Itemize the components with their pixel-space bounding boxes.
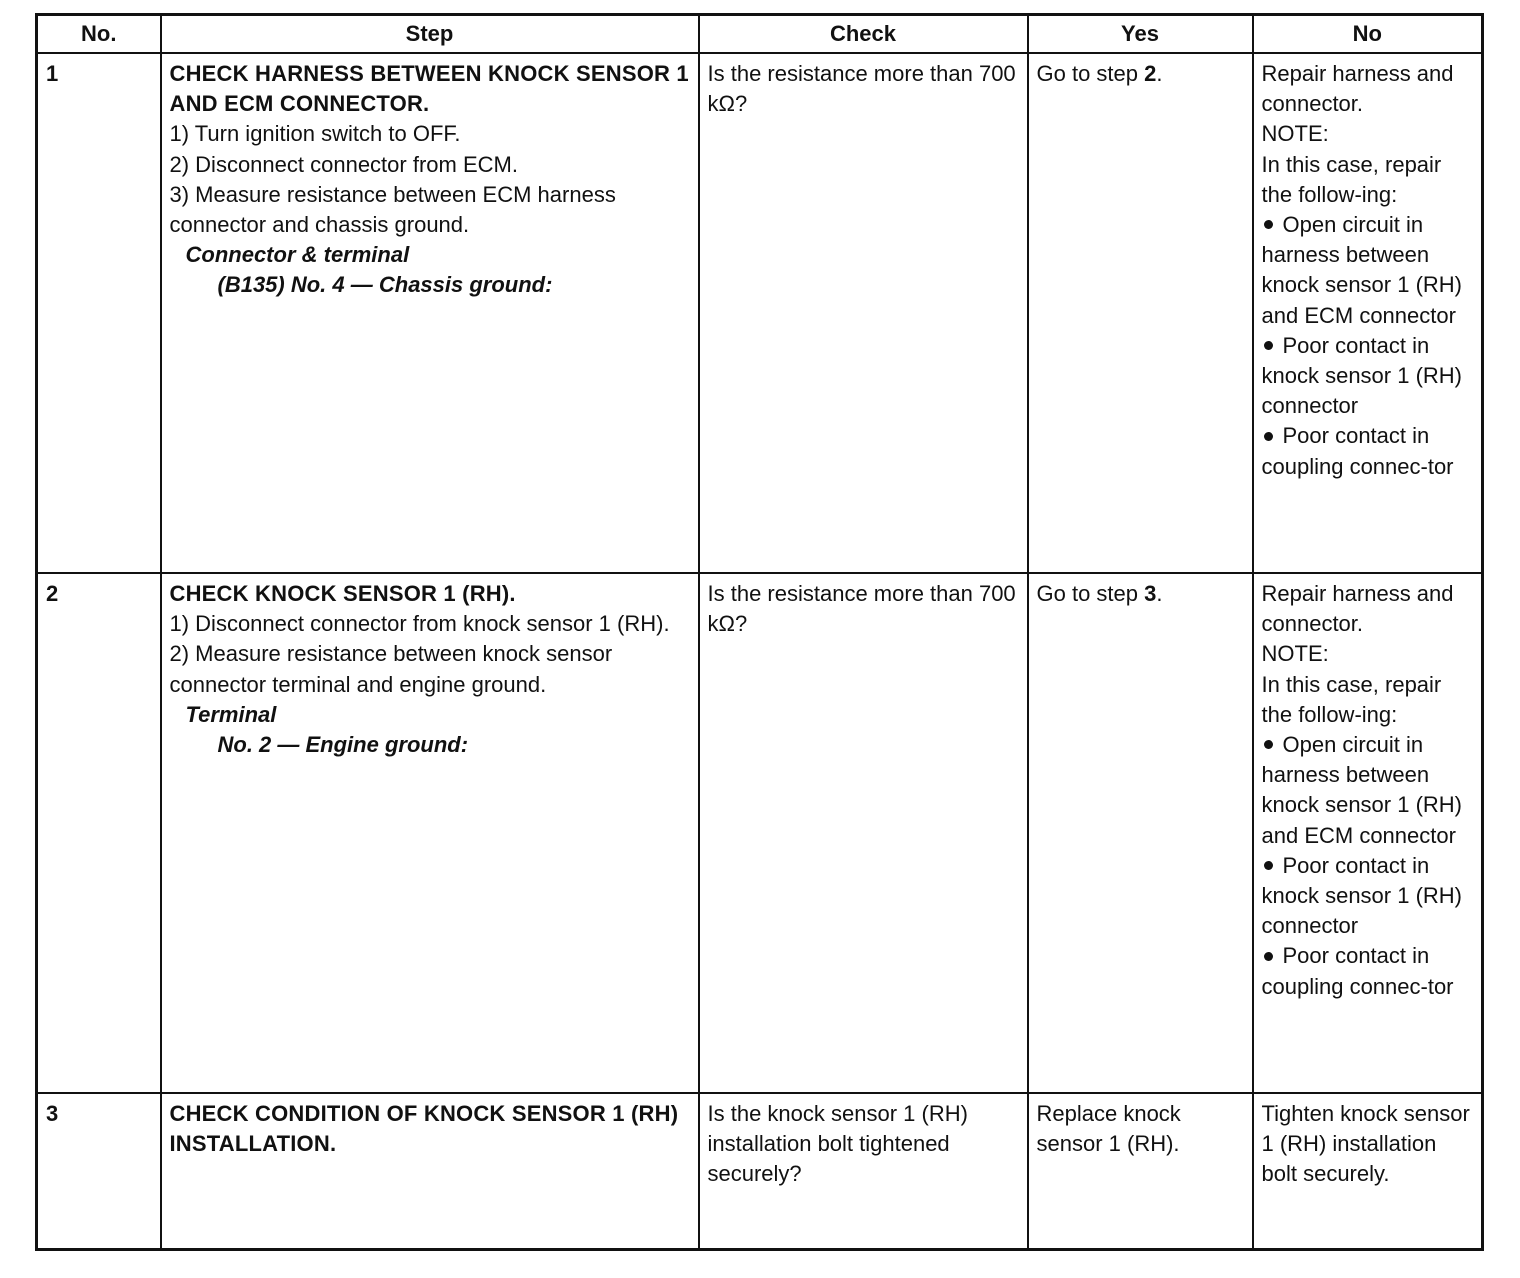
table-row	[37, 53, 1483, 573]
yes-cell	[1028, 53, 1253, 573]
bullet-text: Poor contact in knock sensor 1 (RH) connector	[1261, 332, 1463, 419]
yes-cell	[1028, 573, 1253, 1093]
row-number: 3	[37, 1093, 161, 1249]
row-number: 2	[37, 573, 161, 1093]
table-row	[37, 573, 1483, 1093]
spec-value: No. 2 — Engine ground:	[217, 732, 469, 758]
header-check: Check	[699, 15, 1028, 54]
yes-prefix: Go to step	[1036, 581, 1145, 606]
step-cell	[161, 53, 699, 573]
yes-step-number: 2	[1144, 61, 1157, 86]
diagnostic-table	[35, 13, 1484, 1251]
step-title: CHECK KNOCK SENSOR 1 (RH).	[169, 581, 516, 606]
bullet-text: Poor contact in coupling connec-tor	[1261, 423, 1454, 479]
step-line: 1) Disconnect connector from knock sensor 1 (RH).	[169, 611, 670, 637]
bullet-dot-icon	[1264, 861, 1273, 870]
bullet-item	[1262, 210, 1474, 331]
bullet-dot-icon	[1264, 220, 1273, 229]
no-cell	[1253, 573, 1483, 1093]
yes-cell: Replace knock sensor 1 (RH).	[1028, 1093, 1253, 1249]
row-number: 1	[37, 53, 161, 573]
step-line: 2) Disconnect connector from ECM.	[169, 151, 518, 177]
step-line: 3) Measure resistance between ECM harness connector and chassis ground.	[169, 181, 616, 238]
note-label: NOTE:	[1261, 121, 1329, 147]
bullet-dot-icon	[1264, 341, 1273, 350]
no-cell	[1253, 53, 1483, 573]
step-cell	[161, 1093, 699, 1249]
bullet-text: Poor contact in coupling connec-tor	[1261, 943, 1454, 999]
bullet-dot-icon	[1264, 952, 1273, 961]
header-yes: Yes	[1028, 15, 1253, 54]
bullet-item	[1262, 941, 1474, 1001]
bullet-item	[1262, 730, 1474, 851]
check-cell: Is the knock sensor 1 (RH) installation bolt tightened securely?	[699, 1093, 1028, 1249]
step-title: CHECK HARNESS BETWEEN KNOCK SENSOR 1 AND ECM CONNECTOR.	[169, 61, 689, 117]
bullet-dot-icon	[1264, 432, 1273, 441]
check-cell: Is the resistance more than 700 kΩ?	[699, 53, 1028, 573]
step-line: 2) Measure resistance between knock sensor connector terminal and engine ground.	[169, 641, 613, 697]
table-header-row	[37, 15, 1483, 54]
no-cell: Tighten knock sensor 1 (RH) installation bolt securely.	[1253, 1093, 1483, 1249]
no-line: In this case, repair the follow-ing:	[1261, 671, 1442, 727]
yes-suffix: .	[1156, 61, 1163, 86]
spec-label: Terminal	[185, 701, 277, 727]
bullet-item	[1262, 331, 1474, 422]
note-label: NOTE:	[1261, 641, 1329, 667]
step-cell	[161, 573, 699, 1093]
no-line: In this case, repair the follow-ing:	[1261, 151, 1442, 207]
step-line: 1) Turn ignition switch to OFF.	[169, 121, 461, 147]
step-title: CHECK CONDITION OF KNOCK SENSOR 1 (RH) INSTALLATION.	[169, 1101, 679, 1157]
header-step: Step	[161, 15, 699, 54]
table-row	[37, 1093, 1483, 1249]
check-cell: Is the resistance more than 700 kΩ?	[699, 573, 1028, 1093]
no-line: Repair harness and connector.	[1261, 61, 1454, 117]
header-no-result: No	[1253, 15, 1483, 54]
bullet-text: Open circuit in harness between knock sensor 1 (RH) and ECM connector	[1261, 212, 1463, 328]
bullet-dot-icon	[1264, 740, 1273, 749]
bullet-text: Poor contact in knock sensor 1 (RH) connector	[1261, 852, 1463, 939]
no-line: Repair harness and connector.	[1261, 581, 1454, 637]
spec-value: (B135) No. 4 — Chassis ground:	[217, 272, 553, 298]
bullet-text: Open circuit in harness between knock sensor 1 (RH) and ECM connector	[1261, 732, 1463, 848]
yes-step-number: 3	[1144, 581, 1157, 606]
header-no: No.	[37, 15, 161, 54]
bullet-item	[1262, 421, 1474, 481]
yes-suffix: .	[1156, 581, 1163, 606]
spec-label: Connector & terminal	[185, 242, 410, 268]
yes-prefix: Go to step	[1036, 61, 1145, 86]
bullet-item	[1262, 851, 1474, 942]
